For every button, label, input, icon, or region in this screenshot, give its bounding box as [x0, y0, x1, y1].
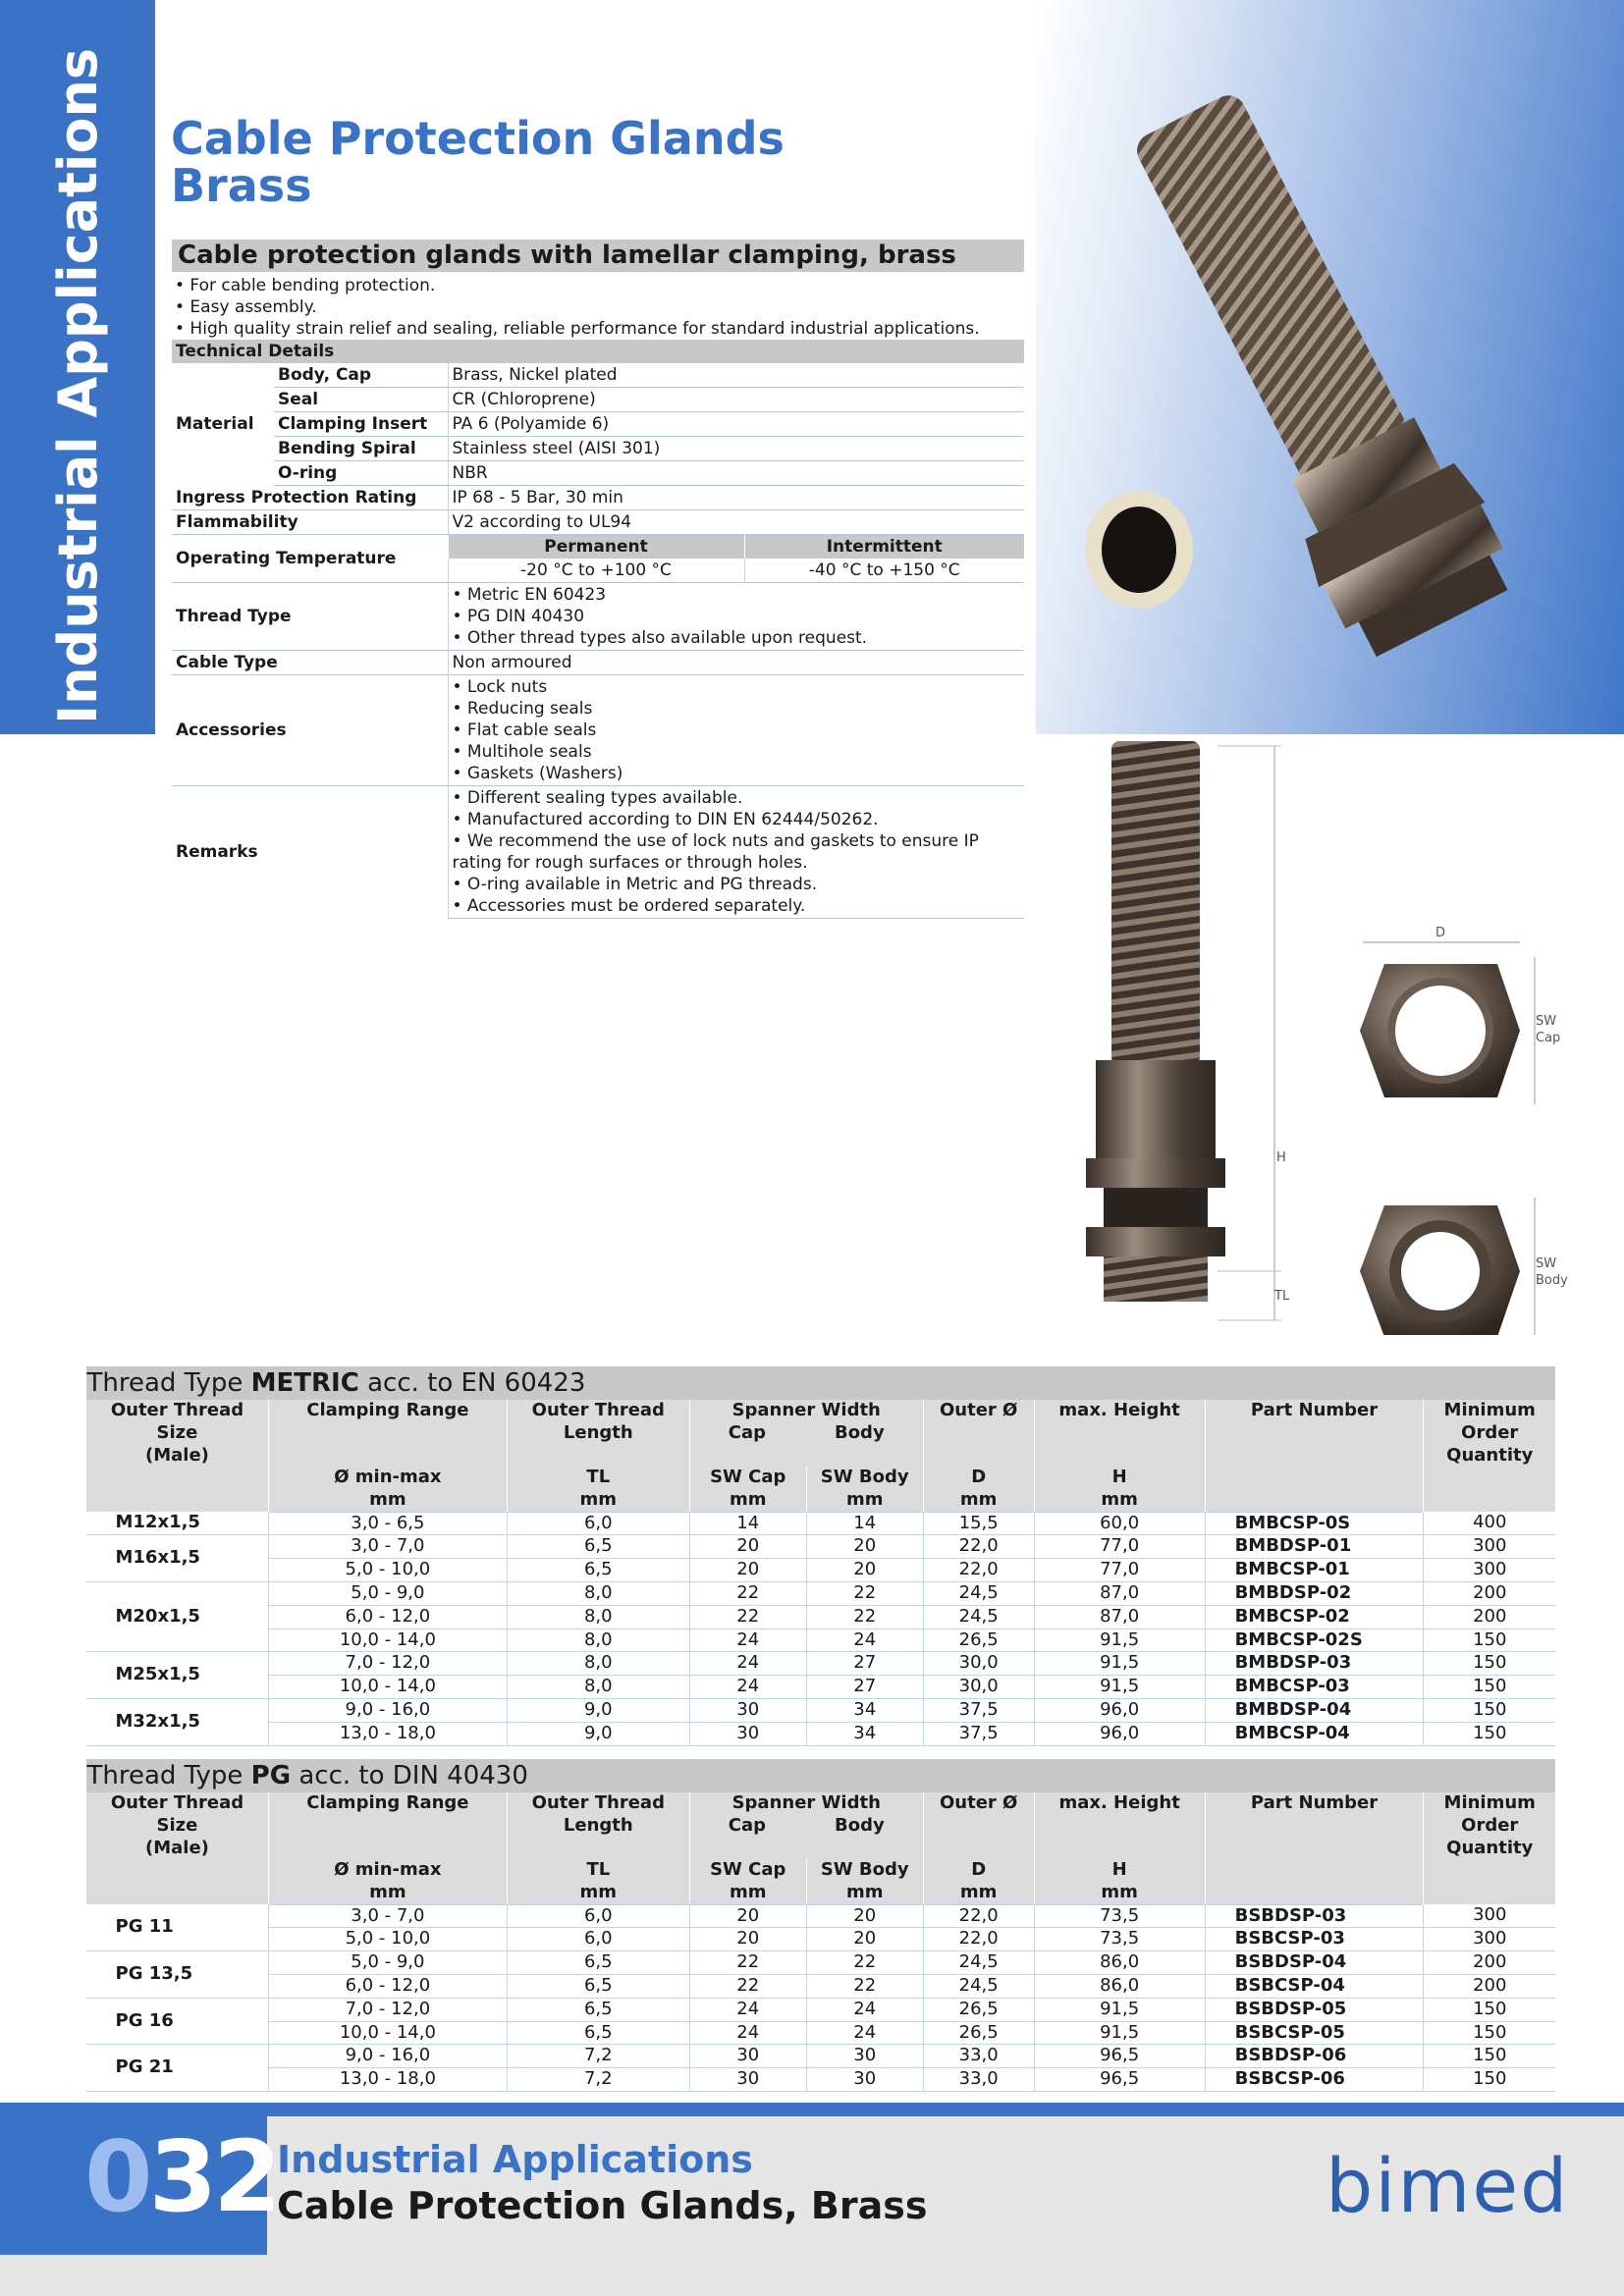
outer-d-cell: 33,0: [923, 2068, 1034, 2092]
remarks-label: Remarks: [176, 842, 258, 863]
part-number-cell: BSBCSP-03: [1205, 1928, 1424, 1951]
dim-swcap-label-2: Cap: [1536, 1031, 1561, 1045]
col-header-height: max. Height: [1034, 1400, 1205, 1467]
col-sub-swcap: SW Cap mm: [689, 1859, 806, 1904]
col-sub-h: H mm: [1034, 1467, 1205, 1512]
temperature-label: Operating Temperature: [172, 535, 448, 583]
thread-size-cell: PG 16: [86, 1998, 269, 2045]
clamping-range-cell: 5,0 - 10,0: [268, 1559, 507, 1582]
outer-d-cell: 26,5: [923, 1998, 1034, 2021]
tl-cell: 6,0: [507, 1904, 689, 1928]
accessory-item: • Gaskets (Washers): [452, 764, 623, 783]
technical-details-table: [172, 340, 1024, 919]
tl-cell: 7,2: [507, 2068, 689, 2092]
part-number-cell: BMBCSP-01: [1205, 1559, 1424, 1582]
height-cell: 86,0: [1034, 1951, 1205, 1975]
height-cell: 96,0: [1034, 1722, 1205, 1745]
sw-cap-cell: 30: [689, 2068, 806, 2092]
material-value: PA 6 (Polyamide 6): [448, 412, 1024, 437]
table-row: [86, 1676, 1556, 1699]
part-number-cell: BMBDSP-02: [1205, 1581, 1424, 1605]
thread-size-cell: PG 21: [86, 2045, 269, 2092]
col-sub-d: D mm: [923, 1859, 1034, 1904]
part-number-cell: BMBDSP-03: [1205, 1652, 1424, 1676]
moq-cell: 300: [1424, 1535, 1555, 1559]
height-cell: 96,0: [1034, 1698, 1205, 1722]
part-number-cell: BSBCSP-04: [1205, 1974, 1424, 1998]
sw-body-cell: 30: [806, 2045, 923, 2068]
section-heading: Cable protection glands with lamellar clamping, brass: [172, 240, 1024, 272]
part-number-cell: BMBDSP-04: [1205, 1698, 1424, 1722]
dim-d-label: D: [1435, 926, 1446, 940]
moq-cell: 150: [1424, 2068, 1555, 2092]
part-number-cell: BMBDSP-01: [1205, 1535, 1424, 1559]
height-cell: 77,0: [1034, 1559, 1205, 1582]
sw-cap-cell: 22: [689, 1581, 806, 1605]
part-number-cell: BMBCSP-04: [1205, 1722, 1424, 1745]
table-row: [86, 2068, 1556, 2092]
tl-cell: 8,0: [507, 1676, 689, 1699]
moq-cell: 150: [1424, 1629, 1555, 1652]
sw-cap-cell: 30: [689, 2045, 806, 2068]
temp-intermittent-header: Intermittent: [744, 535, 1024, 560]
sw-cap-cell: 14: [689, 1512, 806, 1535]
clamping-range-cell: 7,0 - 12,0: [268, 1998, 507, 2021]
sw-cap-cell: 24: [689, 1629, 806, 1652]
tl-cell: 8,0: [507, 1605, 689, 1629]
remark-item: • We recommend the use of lock nuts and gaskets to ensure IP: [452, 831, 979, 851]
thread-size-cell: M25x1,5: [86, 1652, 269, 1699]
tl-cell: 6,5: [507, 1535, 689, 1559]
thread-type-label: Thread Type: [172, 583, 448, 651]
tl-cell: 6,5: [507, 1974, 689, 1998]
col-sub-clamping: Ø min-max mm: [268, 1467, 507, 1512]
table-row: [86, 1698, 1556, 1722]
clamping-range-cell: 13,0 - 18,0: [268, 2068, 507, 2092]
col-sub-tl: TL mm: [507, 1467, 689, 1512]
moq-cell: 150: [1424, 1722, 1555, 1745]
sw-body-cell: 20: [806, 1535, 923, 1559]
feature-bullet: • For cable bending protection.: [175, 276, 436, 295]
clamping-range-cell: 10,0 - 14,0: [268, 1629, 507, 1652]
footer-product: Cable Protection Glands, Brass: [277, 2184, 928, 2227]
clamping-range-cell: 5,0 - 9,0: [268, 1951, 507, 1975]
sw-cap-cell: 30: [689, 1722, 806, 1745]
material-value: CR (Chloroprene): [448, 388, 1024, 412]
clamping-range-cell: 6,0 - 12,0: [268, 1605, 507, 1629]
sw-body-cell: 30: [806, 2068, 923, 2092]
thread-size-cell: PG 13,5: [86, 1951, 269, 1999]
height-cell: 73,5: [1034, 1928, 1205, 1951]
tech-header: Technical Details: [172, 340, 1024, 363]
part-number-cell: BMBCSP-02: [1205, 1605, 1424, 1629]
height-cell: 91,5: [1034, 1676, 1205, 1699]
col-header-outer-length: Outer Thread Length: [507, 1400, 689, 1467]
col-sub-swcap: SW Cap mm: [689, 1467, 806, 1512]
material-part: Seal: [274, 388, 448, 412]
thread-size-cell: M20x1,5: [86, 1581, 269, 1651]
col-header-spanner: Spanner Width Cap Body: [689, 1400, 923, 1467]
sw-cap-cell: 22: [689, 1974, 806, 1998]
col-header-clamping: Clamping Range: [268, 1400, 507, 1467]
pg-thread-table: [85, 1759, 1555, 2092]
sw-body-cell: 20: [806, 1559, 923, 1582]
moq-cell: 150: [1424, 1652, 1555, 1676]
feature-bullet: • Easy assembly.: [175, 297, 317, 317]
col-sub-clamping: Ø min-max mm: [268, 1859, 507, 1904]
col-header-part: Part Number: [1205, 1792, 1424, 1859]
clamping-range-cell: 3,0 - 6,5: [268, 1512, 507, 1535]
outer-d-cell: 22,0: [923, 1559, 1034, 1582]
clamping-range-cell: 3,0 - 7,0: [268, 1904, 507, 1928]
col-sub-h: H mm: [1034, 1859, 1205, 1904]
tl-cell: 8,0: [507, 1652, 689, 1676]
table-row: [86, 1974, 1556, 1998]
clamping-range-cell: 13,0 - 18,0: [268, 1722, 507, 1745]
outer-d-cell: 33,0: [923, 2045, 1034, 2068]
sw-body-cell: 14: [806, 1512, 923, 1535]
outer-d-cell: 24,5: [923, 1581, 1034, 1605]
remark-item: • Accessories must be ordered separately.: [452, 896, 806, 916]
outer-d-cell: 15,5: [923, 1512, 1034, 1535]
height-cell: 96,5: [1034, 2045, 1205, 2068]
thread-type-item: • PG DIN 40430: [452, 607, 585, 626]
sw-cap-cell: 20: [689, 1535, 806, 1559]
sw-body-cell: 22: [806, 1605, 923, 1629]
cable-type-label: Cable Type: [172, 651, 448, 675]
remark-item: • Manufactured according to DIN EN 62444/50262.: [452, 810, 879, 829]
col-header-outer-diameter: Outer Ø: [923, 1400, 1034, 1467]
table-row: [86, 2021, 1556, 2045]
sw-body-cell: 22: [806, 1974, 923, 1998]
height-cell: 73,5: [1034, 1904, 1205, 1928]
tl-cell: 8,0: [507, 1581, 689, 1605]
height-cell: 87,0: [1034, 1605, 1205, 1629]
temp-intermittent-value: -40 °C to +150 °C: [744, 559, 1024, 583]
moq-cell: 150: [1424, 1698, 1555, 1722]
moq-cell: 300: [1424, 1904, 1555, 1928]
sw-cap-cell: 24: [689, 2021, 806, 2045]
table-row: [86, 1722, 1556, 1745]
outer-d-cell: 22,0: [923, 1904, 1034, 1928]
height-cell: 87,0: [1034, 1581, 1205, 1605]
ingress-label: Ingress Protection Rating: [172, 486, 448, 510]
part-number-cell: BMBCSP-03: [1205, 1676, 1424, 1699]
sidebar-label: Industrial Applications: [46, 47, 109, 724]
table-row: [86, 1605, 1556, 1629]
clamping-range-cell: 6,0 - 12,0: [268, 1974, 507, 1998]
sw-body-cell: 20: [806, 1904, 923, 1928]
moq-cell: 200: [1424, 1605, 1555, 1629]
sw-cap-cell: 24: [689, 1652, 806, 1676]
page-title: Cable Protection Glands: [171, 112, 785, 165]
dim-h-label: H: [1276, 1150, 1286, 1165]
clamping-range-cell: 9,0 - 16,0: [268, 2045, 507, 2068]
col-sub-swbody: SW Body mm: [806, 1859, 923, 1904]
part-number-cell: BSBCSP-06: [1205, 2068, 1424, 2092]
thread-size-cell: M16x1,5: [86, 1535, 269, 1582]
moq-cell: 200: [1424, 1974, 1555, 1998]
outer-d-cell: 22,0: [923, 1535, 1034, 1559]
remark-item: rating for rough surfaces or through holes.: [452, 853, 808, 873]
height-cell: 86,0: [1034, 1974, 1205, 1998]
sw-body-cell: 24: [806, 1998, 923, 2021]
thread-size-cell: M12x1,5: [86, 1512, 269, 1535]
table-row: [86, 1559, 1556, 1582]
moq-cell: 200: [1424, 1951, 1555, 1975]
col-sub-tl: TL mm: [507, 1859, 689, 1904]
table-row: [86, 1581, 1556, 1605]
accessory-item: • Flat cable seals: [452, 721, 597, 740]
outer-d-cell: 30,0: [923, 1652, 1034, 1676]
material-part: Bending Spiral: [274, 437, 448, 461]
material-label: Material: [176, 414, 254, 435]
metric-table-caption: Thread Type METRIC acc. to EN 60423: [86, 1366, 1556, 1400]
sw-body-cell: 34: [806, 1722, 923, 1745]
tl-cell: 6,5: [507, 1559, 689, 1582]
table-row: [86, 1904, 1556, 1928]
moq-cell: 150: [1424, 2045, 1555, 2068]
page-number: 032: [84, 2119, 278, 2234]
material-part: O-ring: [274, 461, 448, 486]
flammability-value: V2 according to UL94: [448, 510, 1024, 535]
height-cell: 91,5: [1034, 2021, 1205, 2045]
sw-cap-cell: 22: [689, 1605, 806, 1629]
sw-body-cell: 22: [806, 1951, 923, 1975]
sw-body-cell: 20: [806, 1928, 923, 1951]
sidebar-band: [0, 0, 155, 734]
tl-cell: 6,5: [507, 1951, 689, 1975]
sw-body-cell: 34: [806, 1698, 923, 1722]
temp-permanent-header: Permanent: [448, 535, 744, 560]
outer-d-cell: 30,0: [923, 1676, 1034, 1699]
clamping-range-cell: 5,0 - 9,0: [268, 1581, 507, 1605]
table-row: [86, 1652, 1556, 1676]
part-number-cell: BMBCSP-0S: [1205, 1512, 1424, 1535]
accessories-label: Accessories: [172, 675, 448, 786]
col-header-part: Part Number: [1205, 1400, 1424, 1467]
clamping-range-cell: 5,0 - 10,0: [268, 1928, 507, 1951]
material-part: Body, Cap: [274, 363, 448, 388]
product-hero-image: [1056, 59, 1605, 707]
moq-cell: 200: [1424, 1581, 1555, 1605]
brand-logo: bimed: [1326, 2142, 1570, 2229]
thread-size-cell: M32x1,5: [86, 1698, 269, 1745]
thread-type-item: • Other thread types also available upon request.: [452, 628, 868, 648]
dim-swbody-label-2: Body: [1536, 1273, 1568, 1288]
col-header-spanner: Spanner Width Cap Body: [689, 1792, 923, 1859]
moq-cell: 150: [1424, 1998, 1555, 2021]
part-number-cell: BSBDSP-05: [1205, 1998, 1424, 2021]
height-cell: 77,0: [1034, 1535, 1205, 1559]
thread-type-item: • Metric EN 60423: [452, 585, 607, 605]
outer-d-cell: 37,5: [923, 1722, 1034, 1745]
height-cell: 91,5: [1034, 1629, 1205, 1652]
clamping-range-cell: 10,0 - 14,0: [268, 1676, 507, 1699]
sw-cap-cell: 20: [689, 1559, 806, 1582]
temp-permanent-value: -20 °C to +100 °C: [448, 559, 744, 583]
accessory-item: • Lock nuts: [452, 677, 548, 697]
col-header-size: Outer Thread Size (Male): [86, 1792, 269, 1904]
material-value: Brass, Nickel plated: [448, 363, 1024, 388]
part-number-cell: BSBDSP-03: [1205, 1904, 1424, 1928]
col-header-size: Outer Thread Size (Male): [86, 1400, 269, 1512]
thread-size-cell: PG 11: [86, 1904, 269, 1951]
col-header-moq: Minimum Order Quantity: [1424, 1792, 1555, 1904]
col-header-outer-length: Outer Thread Length: [507, 1792, 689, 1859]
outer-d-cell: 22,0: [923, 1928, 1034, 1951]
metric-thread-table: [85, 1366, 1555, 1746]
tl-cell: 6,5: [507, 2021, 689, 2045]
sw-body-cell: 24: [806, 1629, 923, 1652]
outer-d-cell: 37,5: [923, 1698, 1034, 1722]
sw-body-cell: 27: [806, 1652, 923, 1676]
sw-body-cell: 24: [806, 2021, 923, 2045]
sw-cap-cell: 20: [689, 1904, 806, 1928]
sw-cap-cell: 24: [689, 1676, 806, 1699]
ingress-value: IP 68 - 5 Bar, 30 min: [448, 486, 1024, 510]
sw-cap-cell: 30: [689, 1698, 806, 1722]
footer-category: Industrial Applications: [277, 2138, 753, 2181]
moq-cell: 300: [1424, 1928, 1555, 1951]
outer-d-cell: 24,5: [923, 1951, 1034, 1975]
moq-cell: 300: [1424, 1559, 1555, 1582]
cable-type-value: Non armoured: [448, 651, 1024, 675]
part-number-cell: BMBCSP-02S: [1205, 1629, 1424, 1652]
tl-cell: 9,0: [507, 1698, 689, 1722]
tl-cell: 7,2: [507, 2045, 689, 2068]
dim-swcap-label-1: SW: [1536, 1014, 1557, 1029]
table-row: [86, 1998, 1556, 2021]
page-subtitle: Brass: [171, 159, 312, 212]
material-value: NBR: [448, 461, 1024, 486]
moq-cell: 400: [1424, 1512, 1555, 1535]
table-row: [86, 1535, 1556, 1559]
col-header-clamping: Clamping Range: [268, 1792, 507, 1859]
thread-type-values: [448, 583, 1024, 651]
sw-body-cell: 27: [806, 1676, 923, 1699]
moq-cell: 150: [1424, 1676, 1555, 1699]
tl-cell: 6,0: [507, 1928, 689, 1951]
tl-cell: 8,0: [507, 1629, 689, 1652]
tl-cell: 6,5: [507, 1998, 689, 2021]
pg-table-caption: Thread Type PG acc. to DIN 40430: [86, 1759, 1556, 1792]
tl-cell: 9,0: [507, 1722, 689, 1745]
accessories-values: [448, 675, 1024, 786]
table-row: [86, 1928, 1556, 1951]
moq-cell: 150: [1424, 2021, 1555, 2045]
height-cell: 96,5: [1034, 2068, 1205, 2092]
part-number-cell: BSBDSP-06: [1205, 2045, 1424, 2068]
height-cell: 60,0: [1034, 1512, 1205, 1535]
material-value: Stainless steel (AISI 301): [448, 437, 1024, 461]
col-header-moq: Minimum Order Quantity: [1424, 1400, 1555, 1512]
col-sub-swbody: SW Body mm: [806, 1467, 923, 1512]
outer-d-cell: 24,5: [923, 1605, 1034, 1629]
tl-cell: 6,0: [507, 1512, 689, 1535]
remark-item: • Different sealing types available.: [452, 788, 743, 808]
technical-drawing: [1060, 736, 1610, 1335]
sw-cap-cell: 22: [689, 1951, 806, 1975]
remarks-values: [448, 786, 1024, 919]
sw-cap-cell: 24: [689, 1998, 806, 2021]
col-sub-part: [1205, 1859, 1424, 1904]
part-number-cell: BSBCSP-05: [1205, 2021, 1424, 2045]
feature-bullet: • High quality strain relief and sealing, reliable performance for standard industrial applications.: [175, 319, 980, 339]
outer-d-cell: 26,5: [923, 2021, 1034, 2045]
outer-d-cell: 26,5: [923, 1629, 1034, 1652]
accessory-item: • Reducing seals: [452, 699, 593, 719]
accessory-item: • Multihole seals: [452, 742, 592, 762]
height-cell: 91,5: [1034, 1652, 1205, 1676]
flammability-label: Flammability: [172, 510, 448, 535]
table-row: [86, 1512, 1556, 1535]
height-cell: 91,5: [1034, 1998, 1205, 2021]
table-row: [86, 1629, 1556, 1652]
sw-cap-cell: 20: [689, 1928, 806, 1951]
col-sub-part: [1205, 1467, 1424, 1512]
col-header-height: max. Height: [1034, 1792, 1205, 1859]
part-number-cell: BSBDSP-04: [1205, 1951, 1424, 1975]
remark-item: • O-ring available in Metric and PG threads.: [452, 875, 818, 894]
col-sub-d: D mm: [923, 1467, 1034, 1512]
clamping-range-cell: 3,0 - 7,0: [268, 1535, 507, 1559]
table-row: [86, 2045, 1556, 2068]
clamping-range-cell: 7,0 - 12,0: [268, 1652, 507, 1676]
sw-body-cell: 22: [806, 1581, 923, 1605]
outer-d-cell: 24,5: [923, 1974, 1034, 1998]
col-header-outer-diameter: Outer Ø: [923, 1792, 1034, 1859]
dim-tl-label: TL: [1274, 1289, 1290, 1304]
clamping-range-cell: 10,0 - 14,0: [268, 2021, 507, 2045]
table-row: [86, 1951, 1556, 1975]
clamping-range-cell: 9,0 - 16,0: [268, 1698, 507, 1722]
material-part: Clamping Insert: [274, 412, 448, 437]
dim-swbody-label-1: SW: [1536, 1256, 1557, 1271]
